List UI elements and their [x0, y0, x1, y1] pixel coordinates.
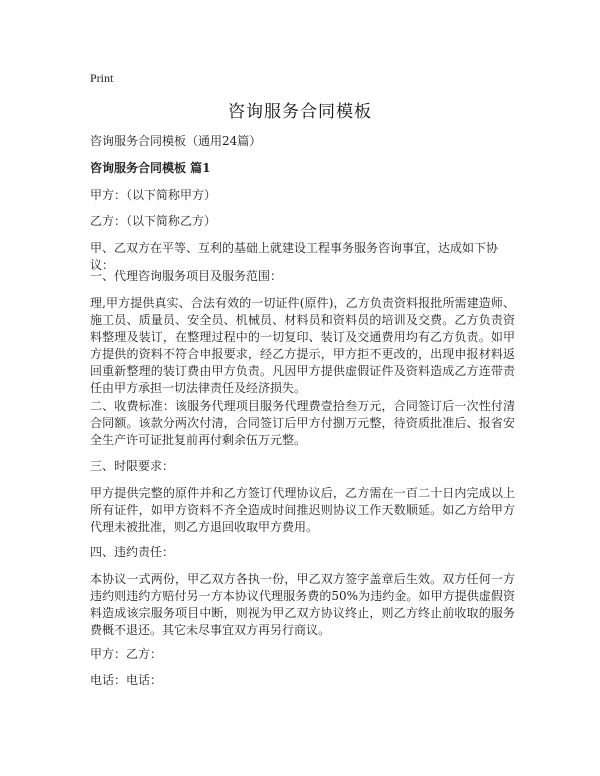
signature-line: 甲方：乙方：	[90, 647, 163, 661]
clause1-heading: 一、代理咨询服务项目及服务范围：	[90, 269, 283, 283]
clause4-heading: 四、违约责任：	[90, 545, 175, 559]
section-heading: 咨询服务合同模板 篇1	[90, 161, 211, 175]
page-title: 咨询服务合同模板	[228, 102, 372, 122]
clause3-heading: 三、时限要求：	[90, 459, 175, 473]
clause1-paragraph: 理,甲方提供真实、合法有效的一切证件(原件)，乙方负责资料报批所需建造师、施工员、质量员、安全员、机械员、材料员和资料员的培训及交费。乙方负责资料整理及装订，在整理过程中的一切复印、装订及交通费用均有乙方负责。如甲方提供的资料不符合申报要求，经乙方提示，甲方拒不更改的，出现申报材料返回重新整理的装订费由甲方负责。凡因甲方提供虚假证件及资料造成乙方连带责任由甲方承担一切法律责任及经济损失。	[90, 296, 515, 395]
phone-line: 电话：电话：	[90, 673, 163, 687]
party-b-line: 乙方：（以下简称乙方）	[90, 214, 217, 228]
clause2-paragraph: 二、收费标准：该服务代理项目服务代理费壹拾叁万元，合同签订后一次性付清合同额。该款分两次付清，合同签订后甲方付捌万元整，待资质批准后、报省安全生产许可证批复前再付剩余伍万元整。	[90, 399, 515, 447]
document-subtitle: 咨询服务合同模板（通用24篇）	[90, 134, 262, 148]
print-link[interactable]: Print	[90, 71, 114, 85]
clause4-paragraph: 本协议一式两份，甲乙双方各执一份，甲乙双方签字盖章后生效。双方任何一方违约则违约方赔付另一方本协议代理服务费的50%为违约金。如甲方提供虚假资料造成该宗服务项目中断，则视为甲乙双方协议终止，则乙方终止前收取的服务费概不退还。其它未尽事宜双方再另行商议。	[90, 572, 515, 637]
clause3-paragraph: 甲方提供完整的原件并和乙方签订代理协议后，乙方需在一百二十日内完成以上所有证件，如甲方资料不齐全造成时间推迟则协议工作天数顺延。如乙方给甲方代理未被批准，则乙方退回收取甲方费用。	[90, 486, 515, 534]
intro-paragraph: 甲、乙双方在平等、互利的基础上就建设工程事务服务咨询事宜，达成如下协议：	[90, 241, 499, 272]
party-a-line: 甲方：（以下简称甲方）	[90, 188, 217, 202]
